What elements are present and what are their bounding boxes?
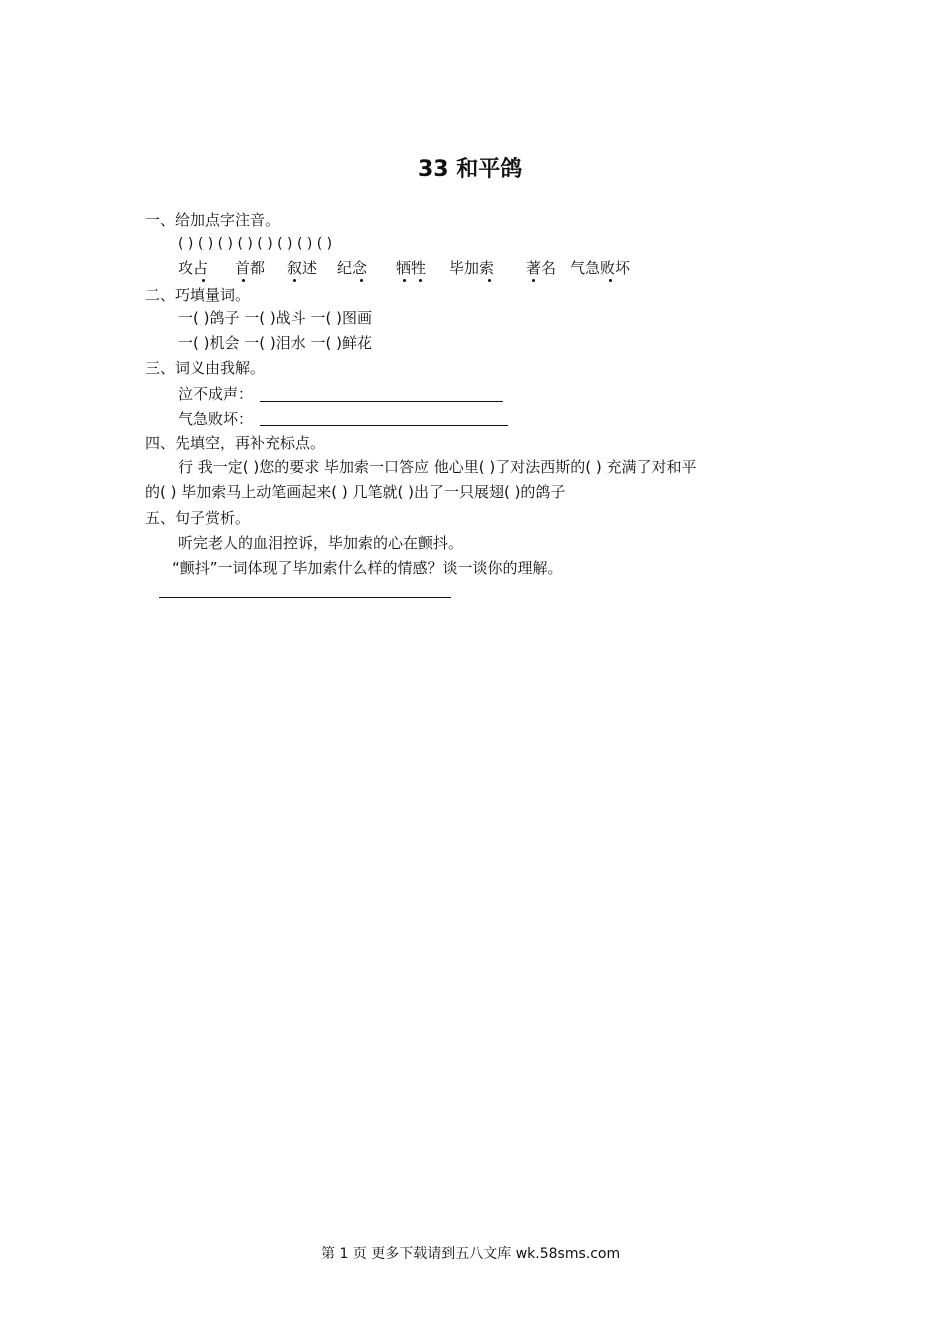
measure-words-row-1: 一( )鸽子 一( )战斗 一( )图画 [178, 309, 372, 327]
answer-line-3[interactable] [159, 597, 451, 598]
answer-line-2[interactable] [260, 425, 508, 426]
word-item: 毕加索 [449, 259, 495, 277]
page-footer: 第 1 页 更多下载请到五八文库 wk.58sms.com [321, 1246, 621, 1262]
definition-label-1: 泣不成声： [178, 385, 254, 403]
emphasis-dot [293, 279, 296, 282]
answer-line-1[interactable] [260, 401, 503, 402]
fill-blank-line-2: 的( ) 毕加索马上动笔画起来( ) 几笔就( )出了一只展翅( )的鸽子 [145, 483, 566, 501]
word-item: 著名 [526, 259, 557, 277]
analysis-sentence: 听完老人的血泪控诉，毕加索的心在颤抖。 [178, 534, 464, 552]
emphasis-dot [609, 279, 612, 282]
analysis-question: “颤抖”一词体现了毕加索什么样的情感？谈一谈你的理解。 [172, 559, 563, 577]
section-5-heading: 五、句子赏析。 [145, 509, 251, 527]
word-item: 气急败坏 [570, 259, 631, 277]
emphasis-dot [419, 279, 422, 282]
word-item: 纪念 [337, 259, 368, 277]
emphasis-dot [488, 279, 491, 282]
section-4-heading: 四、先填空，再补充标点。 [145, 434, 326, 452]
emphasis-dot [242, 279, 245, 282]
word-item: 牺牲 [396, 259, 427, 277]
page-title: 33 和平鸽 [418, 157, 523, 182]
section-1-heading: 一、给加点字注音。 [145, 211, 281, 229]
emphasis-dot [360, 279, 363, 282]
emphasis-dot [202, 279, 205, 282]
word-item: 叙述 [287, 259, 318, 277]
word-item: 首都 [235, 259, 266, 277]
section-2-heading: 二、巧填量词。 [145, 286, 251, 304]
pinyin-brackets-row: ( ) ( ) ( ) ( ) ( ) ( ) ( ) ( ) [178, 236, 333, 252]
emphasis-dot [532, 279, 535, 282]
fill-blank-line-1: 行 我一定( )您的要求 毕加索一口答应 他心里( )了对法西斯的( ) 充满了对和平 [178, 458, 697, 476]
definition-label-2: 气急败坏： [178, 410, 254, 428]
word-item: 攻占 [178, 259, 209, 277]
emphasis-dot [403, 279, 406, 282]
measure-words-row-2: 一( )机会 一( )泪水 一( )鲜花 [178, 334, 372, 352]
section-3-heading: 三、词义由我解。 [145, 359, 266, 377]
